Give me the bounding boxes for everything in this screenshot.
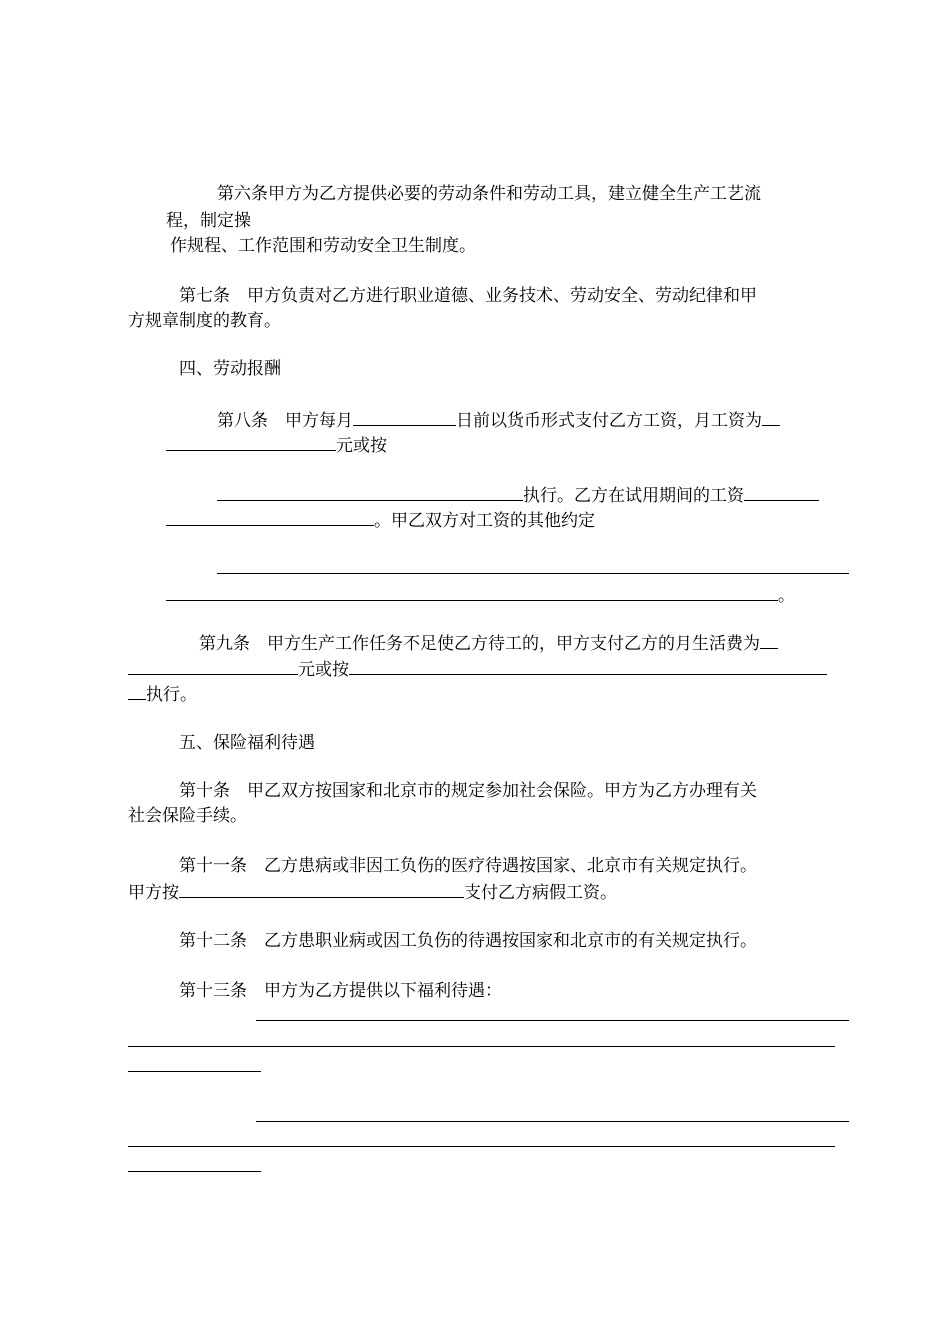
article8-text-6: 。: [778, 586, 795, 606]
article8-text-1: 第八条 甲方每月: [217, 411, 353, 431]
article11-line1: 第十一条 乙方患病或非因工负伤的医疗待遇按国家、北京市有关规定执行。: [179, 856, 757, 876]
article8-text-4: 执行。乙方在试用期间的工资: [523, 486, 744, 506]
article11-text-1: 甲方按: [128, 883, 179, 903]
other-wage-agreement-blank-2[interactable]: [166, 584, 778, 601]
article8-text-5: 。甲乙双方对工资的其他约定: [374, 511, 595, 531]
article8-line4: [166, 509, 595, 531]
monthly-wage-blank-start[interactable]: [762, 409, 780, 426]
benefit-blank-1a[interactable]: [256, 1020, 849, 1021]
benefit-blank-2a[interactable]: [256, 1121, 849, 1122]
benefit-blank-1c[interactable]: [128, 1071, 261, 1072]
article8-line1: [217, 409, 780, 431]
article6-line1: 第六条甲方为乙方提供必要的劳动条件和劳动工具，建立健全生产工艺流: [217, 184, 761, 204]
standby-pay-blank[interactable]: [128, 658, 298, 675]
article12-line1: 第十二条 乙方患职业病或因工负伤的待遇按国家和北京市的有关规定执行。: [179, 931, 757, 951]
standby-basis-blank[interactable]: [349, 658, 827, 675]
article8-text-2: 日前以货币形式支付乙方工资，月工资为: [456, 411, 762, 431]
other-wage-agreement-blank-1[interactable]: [217, 573, 849, 574]
standby-basis-blank-end[interactable]: [128, 683, 146, 700]
benefit-blank-2b[interactable]: [128, 1146, 835, 1147]
article9-text-1: 第九条 甲方生产工作任务不足使乙方待工的，甲方支付乙方的月生活费为: [199, 634, 760, 654]
article8-line3: [217, 484, 819, 506]
sick-pay-basis-blank[interactable]: [179, 881, 464, 898]
article13-line1: 第十三条 甲方为乙方提供以下福利待遇：: [179, 981, 502, 1001]
article9-text-2: 元或按: [298, 660, 349, 680]
article9-line2: [128, 658, 827, 680]
probation-wage-blank[interactable]: [166, 509, 374, 526]
wage-basis-blank[interactable]: [217, 484, 523, 501]
benefit-blank-2c[interactable]: [128, 1171, 261, 1172]
article11-text-2: 支付乙方病假工资。: [464, 883, 617, 903]
article9-text-3: 执行。: [146, 685, 197, 705]
article11-line2: [128, 881, 617, 903]
payday-blank[interactable]: [353, 409, 456, 426]
article9-line1: [199, 632, 778, 654]
standby-pay-blank-start[interactable]: [760, 632, 778, 649]
article8-text-3: 元或按: [336, 436, 387, 456]
monthly-wage-blank[interactable]: [166, 434, 336, 451]
article7-line1: 第七条 甲方负责对乙方进行职业道德、业务技术、劳动安全、劳动纪律和甲: [179, 286, 757, 306]
probation-wage-blank-start[interactable]: [744, 484, 819, 501]
section4-heading: 四、劳动报酬: [179, 359, 281, 379]
article9-line3: [128, 683, 197, 705]
article8-line2: [166, 434, 387, 456]
article6-line2: 程，制定操: [166, 211, 251, 231]
article10-line1: 第十条 甲乙双方按国家和北京市的规定参加社会保险。甲方为乙方办理有关: [179, 781, 757, 801]
article10-line2: 社会保险手续。: [128, 806, 247, 826]
article6-line3: 作规程、工作范围和劳动安全卫生制度。: [170, 236, 476, 256]
article8-line5: [166, 584, 795, 606]
section5-heading: 五、保险福利待遇: [179, 733, 315, 753]
article7-line2: 方规章制度的教育。: [128, 311, 281, 331]
benefit-blank-1b[interactable]: [128, 1046, 835, 1047]
